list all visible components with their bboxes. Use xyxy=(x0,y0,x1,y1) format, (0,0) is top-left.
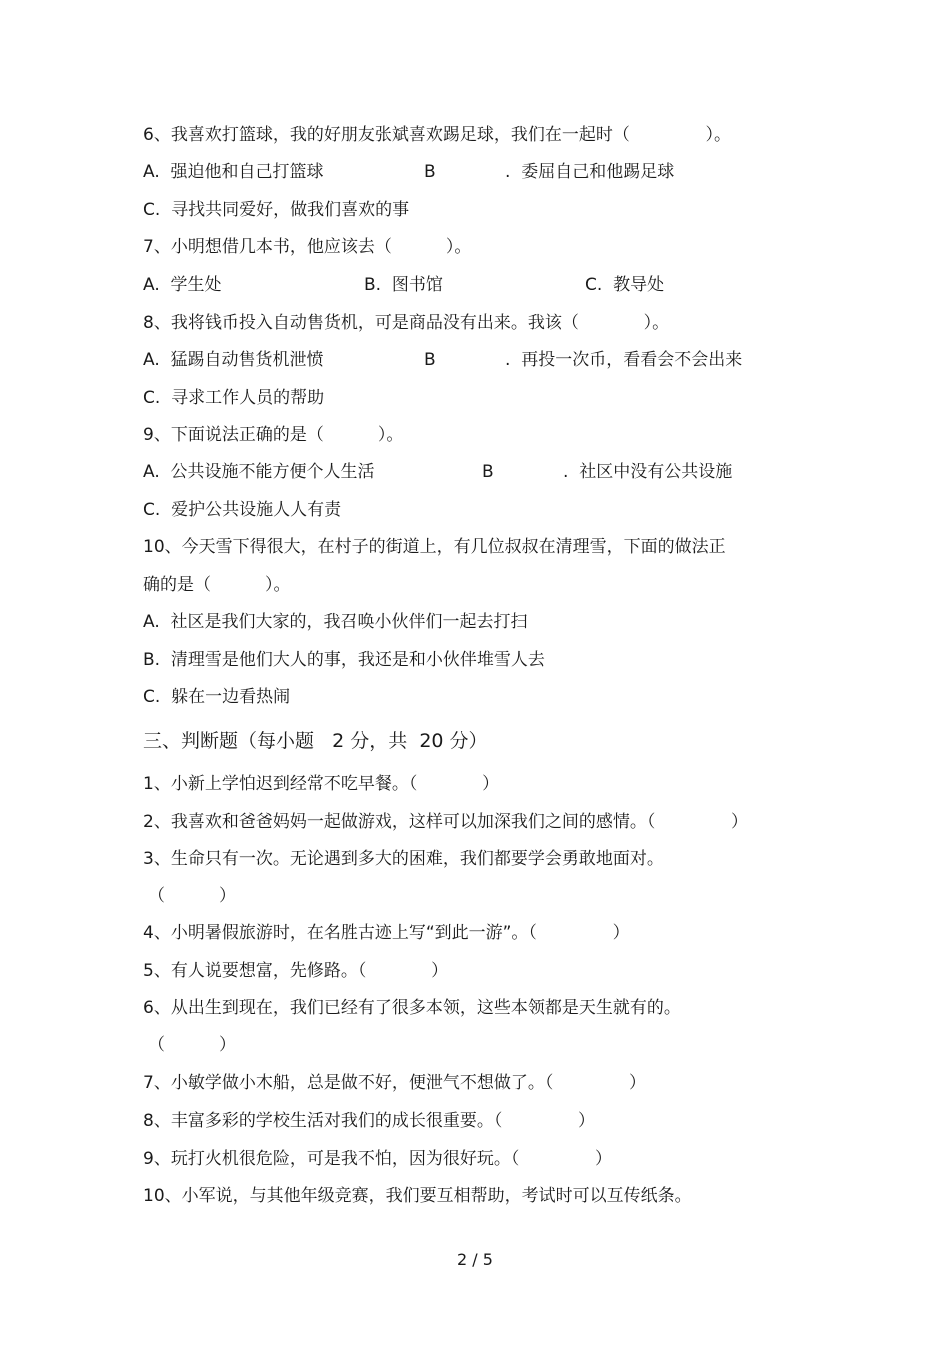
judge-6-line2: （ ） xyxy=(148,1035,237,1055)
question-7-option-c: C. 教导处 xyxy=(585,275,665,295)
question-8-option-a: A. 猛踢自动售货机泄愤 xyxy=(143,350,324,370)
question-7-option-b: B. 图书馆 xyxy=(364,275,443,295)
judge-2: 2、我喜欢和爸爸妈妈一起做游戏，这样可以加深我们之间的感情。（ ） xyxy=(143,812,748,832)
judge-3-line2: （ ） xyxy=(148,886,237,906)
question-8-stem: 8、我将钱币投入自动售货机，可是商品没有出来。我该（ ）。 xyxy=(143,313,670,333)
question-7-stem: 7、小明想借几本书，他应该去（ ）。 xyxy=(143,237,472,257)
question-7-option-a: A. 学生处 xyxy=(143,275,222,295)
judge-6-line1: 6、从出生到现在，我们已经有了很多本领，这些本领都是天生就有的。 xyxy=(143,998,681,1018)
question-9-option-c: C. 爱护公共设施人人有责 xyxy=(143,500,342,520)
page-number: 2 / 5 xyxy=(457,1250,493,1269)
question-6-option-a: A. 强迫他和自己打篮球 xyxy=(143,162,324,182)
question-9-option-b-letter: B xyxy=(482,462,494,482)
question-10-option-c: C. 躲在一边看热闹 xyxy=(143,687,291,707)
question-6-stem: 6、我喜欢打篮球，我的好朋友张斌喜欢踢足球，我们在一起时（ ）。 xyxy=(143,125,731,145)
question-10-option-a: A. 社区是我们大家的，我召唤小伙伴们一起去打扫 xyxy=(143,612,528,632)
judge-7: 7、小敏学做小木船，总是做不好，便泄气不想做了。（ ） xyxy=(143,1073,646,1093)
question-6-option-b: . 委屈自己和他踢足球 xyxy=(505,162,675,182)
question-6-option-b-letter: B xyxy=(424,162,436,182)
question-9-option-b: . 社区中没有公共设施 xyxy=(563,462,733,482)
judge-10: 10、小军说，与其他年级竞赛，我们要互相帮助，考试时可以互传纸条。 xyxy=(143,1186,692,1206)
question-9-stem: 9、下面说法正确的是（ ）。 xyxy=(143,425,404,445)
question-10-stem-line2: 确的是（ ）。 xyxy=(143,575,291,595)
judge-1: 1、小新上学怕迟到经常不吃早餐。（ ） xyxy=(143,774,500,794)
judge-4: 4、小明暑假旅游时，在名胜古迹上写“到此一游”。（ ） xyxy=(143,923,630,943)
question-8-option-b: . 再投一次币，看看会不会出来 xyxy=(505,350,743,370)
question-9-option-a: A. 公共设施不能方便个人生活 xyxy=(143,462,375,482)
section-3-heading: 三、判断题（每小题 2 分，共 20 分） xyxy=(143,730,488,752)
judge-8: 8、丰富多彩的学校生活对我们的成长很重要。（ ） xyxy=(143,1111,595,1131)
question-10-option-b: B. 清理雪是他们大人的事，我还是和小伙伴堆雪人去 xyxy=(143,650,545,670)
question-8-option-c: C. 寻求工作人员的帮助 xyxy=(143,388,325,408)
question-10-stem-line1: 10、今天雪下得很大，在村子的街道上，有几位叔叔在清理雪，下面的做法正 xyxy=(143,537,726,557)
question-8-option-b-letter: B xyxy=(424,350,436,370)
question-6-option-c: C. 寻找共同爱好，做我们喜欢的事 xyxy=(143,200,410,220)
judge-9: 9、玩打火机很危险，可是我不怕，因为很好玩。（ ） xyxy=(143,1149,612,1169)
judge-3-line1: 3、生命只有一次。无论遇到多大的困难，我们都要学会勇敢地面对。 xyxy=(143,849,664,869)
judge-5: 5、有人说要想富，先修路。（ ） xyxy=(143,961,449,981)
